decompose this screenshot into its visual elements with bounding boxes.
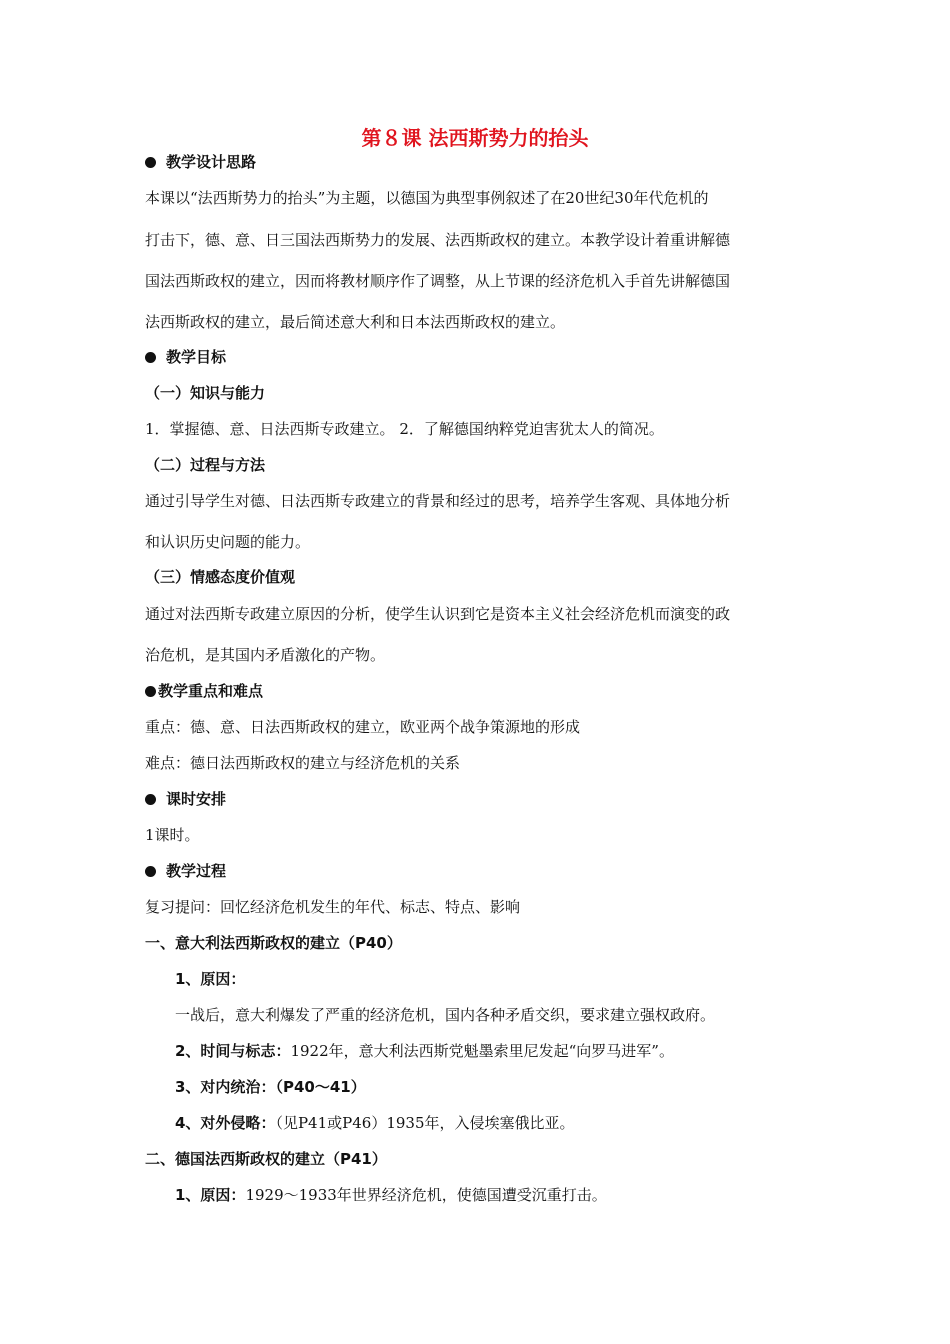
paragraph-line: 重点：德、意、日法西斯政权的建立，欧亚两个战争策源地的形成 xyxy=(145,718,581,736)
paragraph-line: 国法西斯政权的建立，因而将教材顺序作了调整，从上节课的经济危机入手首先讲解德国 xyxy=(145,272,731,290)
bullet-icon xyxy=(145,794,156,805)
paragraph-line: 一战后，意大利爆发了严重的经济危机，国内各种矛盾交织，要求建立强权政府。 xyxy=(175,1006,716,1024)
item-text: 1929～1933年世界经济危机，使德国遭受沉重打击。 xyxy=(245,1186,607,1204)
paragraph-line: 和认识历史问题的能力。 xyxy=(145,533,311,551)
paragraph-line: 难点：德日法西斯政权的建立与经济危机的关系 xyxy=(145,754,461,772)
paragraph-line: 治危机，是其国内矛盾激化的产物。 xyxy=(145,646,386,664)
item-line xyxy=(175,1076,855,1098)
bullet-icon xyxy=(145,352,156,363)
item-text: 1922年，意大利法西斯党魁墨索里尼发起“向罗马进军”。 xyxy=(290,1042,674,1060)
paragraph-line: 打击下，德、意、日三国法西斯势力的发展、法西斯政权的建立。本教学设计着重讲解德 xyxy=(145,231,731,249)
item-label: 1、原因： xyxy=(175,970,246,988)
paragraph-line: 1课时。 xyxy=(145,826,200,844)
section-heading-design: 教学设计思路 xyxy=(145,151,825,173)
item-label: 1、原因： xyxy=(175,1186,246,1204)
paragraph-line: 1．掌握德、意、日法西斯专政建立。 2．了解德国纳粹党迫害犹太人的简况。 xyxy=(145,420,664,438)
section-heading-process: 教学过程 xyxy=(145,860,825,882)
section-heading-key: 教学重点和难点 xyxy=(145,680,825,702)
subheading-values: （三）情感态度价值观 xyxy=(145,568,296,586)
paragraph-line: 本课以“法西斯势力的抬头”为主题，以德国为典型事例叙述了在20世纪30年代危机的 xyxy=(145,189,709,207)
item-line xyxy=(175,1112,855,1134)
item-text: （见P41或P46）1935年，入侵埃塞俄比亚。 xyxy=(275,1114,575,1132)
part-heading-italy: 一、意大利法西斯政权的建立（P40） xyxy=(145,934,402,952)
item-label: 3、对内统治： xyxy=(175,1078,276,1096)
subheading-process: （二）过程与方法 xyxy=(145,456,266,474)
page-title: 第８课 法西斯势力的抬头 xyxy=(361,126,589,150)
item-line xyxy=(175,1184,855,1206)
bullet-icon xyxy=(145,157,156,168)
part-heading-germany: 二、德国法西斯政权的建立（P41） xyxy=(145,1150,387,1168)
paragraph-line: 通过对法西斯专政建立原因的分析，使学生认识到它是资本主义社会经济危机而演变的政 xyxy=(145,605,731,623)
item-label: 4、对外侵略： xyxy=(175,1114,276,1132)
section-heading-goals: 教学目标 xyxy=(145,346,825,368)
paragraph-line: 通过引导学生对德、日法西斯专政建立的背景和经过的思考，培养学生客观、具体地分析 xyxy=(145,492,731,510)
bullet-icon xyxy=(145,686,156,697)
subheading-knowledge: （一）知识与能力 xyxy=(145,384,266,402)
paragraph-line: 法西斯政权的建立，最后简述意大利和日本法西斯政权的建立。 xyxy=(145,313,566,331)
item-text: （P40～41） xyxy=(275,1078,366,1096)
paragraph-line: 复习提问：回忆经济危机发生的年代、标志、特点、影响 xyxy=(145,898,521,916)
bullet-icon xyxy=(145,866,156,877)
item-label: 2、时间与标志： xyxy=(175,1042,291,1060)
item-line xyxy=(175,1040,855,1062)
section-heading-schedule: 课时安排 xyxy=(145,788,825,810)
